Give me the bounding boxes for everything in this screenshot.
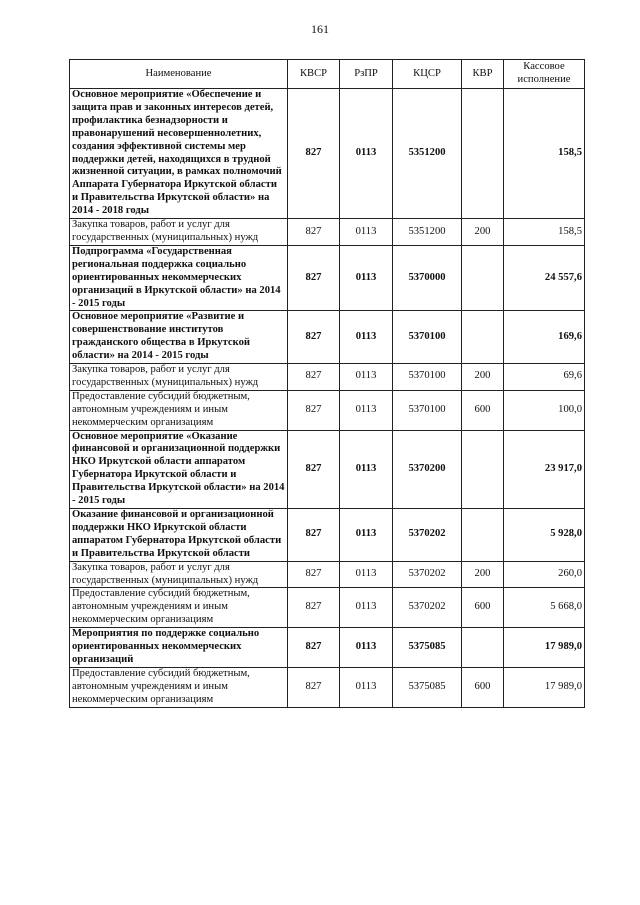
table-row [70, 364, 585, 391]
cell-rzpr: 0113 [340, 245, 393, 311]
cell-rzpr: 0113 [340, 509, 393, 562]
cell-kcsr: 5370100 [393, 311, 462, 364]
cell-kvsr: 827 [288, 667, 340, 707]
cell-name: Закупка товаров, работ и услуг для государственных (муниципальных) нужд [70, 364, 288, 391]
cell-amount: 260,0 [504, 561, 585, 588]
cell-amount: 100,0 [504, 390, 585, 430]
cell-kcsr: 5375085 [393, 667, 462, 707]
budget-table [69, 59, 585, 708]
table-row [70, 667, 585, 707]
header-name: Наименование [70, 60, 288, 89]
table-row [70, 430, 585, 508]
cell-kvr: 600 [462, 588, 504, 628]
cell-kvsr: 827 [288, 588, 340, 628]
cell-kvsr: 827 [288, 509, 340, 562]
cell-name: Основное мероприятие «Обеспечение и защита прав и законных интересов детей, профилактика безнадзорности и правонарушений несовершеннолетних, создания эффективной системы мер поддержки детей, находящихся в трудной жизненной ситуации, в рамках полномочий Аппарата Губернатора Иркутской области и Правительства Иркутской области» на 2014 - 2018 годы [70, 89, 288, 219]
cell-kvsr: 827 [288, 245, 340, 311]
cell-kvr [462, 311, 504, 364]
cell-kvsr: 827 [288, 390, 340, 430]
cell-kvr: 200 [462, 561, 504, 588]
table-row [70, 561, 585, 588]
cell-name: Предоставление субсидий бюджетным, автономным учреждениям и иным некоммерческим организациям [70, 390, 288, 430]
cell-name: Подпрограмма «Государственная региональная поддержка социально ориентированных некоммерческих организаций в Иркутской области» на 2014 - 2015 годы [70, 245, 288, 311]
cell-kcsr: 5370200 [393, 430, 462, 508]
cell-kvsr: 827 [288, 219, 340, 246]
cell-name: Основное мероприятие «Оказание финансовой и организационной поддержки НКО Иркутской области аппаратом Губернатора Иркутской области и Правительства Иркутской области» на 2014 - 2015 годы [70, 430, 288, 508]
cell-name: Предоставление субсидий бюджетным, автономным учреждениям и иным некоммерческим организациям [70, 588, 288, 628]
cell-kcsr: 5375085 [393, 628, 462, 668]
table-body [70, 89, 585, 708]
cell-name: Мероприятия по поддержке социально ориентированных некоммерческих организаций [70, 628, 288, 668]
cell-rzpr: 0113 [340, 390, 393, 430]
header-kvr: КВР [462, 60, 504, 89]
cell-kcsr: 5351200 [393, 89, 462, 219]
table-header-row [70, 60, 585, 89]
cell-amount: 69,6 [504, 364, 585, 391]
cell-name: Предоставление субсидий бюджетным, автономным учреждениям и иным некоммерческим организациям [70, 667, 288, 707]
table-row [70, 628, 585, 668]
cell-kcsr: 5370100 [393, 364, 462, 391]
table-row [70, 89, 585, 219]
cell-kvr: 600 [462, 667, 504, 707]
cell-amount: 158,5 [504, 89, 585, 219]
cell-amount: 5 928,0 [504, 509, 585, 562]
table-row [70, 219, 585, 246]
cell-rzpr: 0113 [340, 628, 393, 668]
cell-name: Основное мероприятие «Развитие и совершенствование институтов гражданского общества в Иркутской области» на 2014 - 2015 годы [70, 311, 288, 364]
cell-rzpr: 0113 [340, 588, 393, 628]
cell-rzpr: 0113 [340, 219, 393, 246]
cell-kcsr: 5370100 [393, 390, 462, 430]
cell-kvr [462, 245, 504, 311]
cell-amount: 169,6 [504, 311, 585, 364]
cell-kcsr: 5370202 [393, 588, 462, 628]
cell-amount: 17 989,0 [504, 628, 585, 668]
cell-kvsr: 827 [288, 430, 340, 508]
cell-amount: 23 917,0 [504, 430, 585, 508]
cell-amount: 5 668,0 [504, 588, 585, 628]
cell-kcsr: 5370000 [393, 245, 462, 311]
cell-rzpr: 0113 [340, 311, 393, 364]
header-amount: Кассовое исполнение [504, 60, 585, 89]
cell-name: Закупка товаров, работ и услуг для государственных (муниципальных) нужд [70, 561, 288, 588]
cell-kcsr: 5370202 [393, 509, 462, 562]
cell-kvsr: 827 [288, 364, 340, 391]
cell-amount: 24 557,6 [504, 245, 585, 311]
table-row [70, 588, 585, 628]
cell-kvsr: 827 [288, 311, 340, 364]
table-row [70, 245, 585, 311]
header-rzpr: РзПР [340, 60, 393, 89]
cell-rzpr: 0113 [340, 667, 393, 707]
cell-kcsr: 5370202 [393, 561, 462, 588]
cell-kvr [462, 89, 504, 219]
cell-kvsr: 827 [288, 628, 340, 668]
cell-kvr: 200 [462, 364, 504, 391]
cell-kvr [462, 628, 504, 668]
cell-kvsr: 827 [288, 561, 340, 588]
cell-kvr [462, 509, 504, 562]
table-row [70, 509, 585, 562]
cell-amount: 158,5 [504, 219, 585, 246]
cell-kvr: 600 [462, 390, 504, 430]
cell-name: Закупка товаров, работ и услуг для государственных (муниципальных) нужд [70, 219, 288, 246]
cell-kcsr: 5351200 [393, 219, 462, 246]
cell-name: Оказание финансовой и организационной поддержки НКО Иркутской области аппаратом Губернатора Иркутской области и Правительства Иркутской области [70, 509, 288, 562]
cell-rzpr: 0113 [340, 364, 393, 391]
cell-kvr: 200 [462, 219, 504, 246]
cell-rzpr: 0113 [340, 561, 393, 588]
page-number: 161 [311, 22, 329, 36]
header-kcsr: КЦСР [393, 60, 462, 89]
table-row [70, 390, 585, 430]
cell-rzpr: 0113 [340, 430, 393, 508]
cell-kvsr: 827 [288, 89, 340, 219]
cell-kvr [462, 430, 504, 508]
cell-amount: 17 989,0 [504, 667, 585, 707]
cell-rzpr: 0113 [340, 89, 393, 219]
header-kvsr: КВСР [288, 60, 340, 89]
table-row [70, 311, 585, 364]
